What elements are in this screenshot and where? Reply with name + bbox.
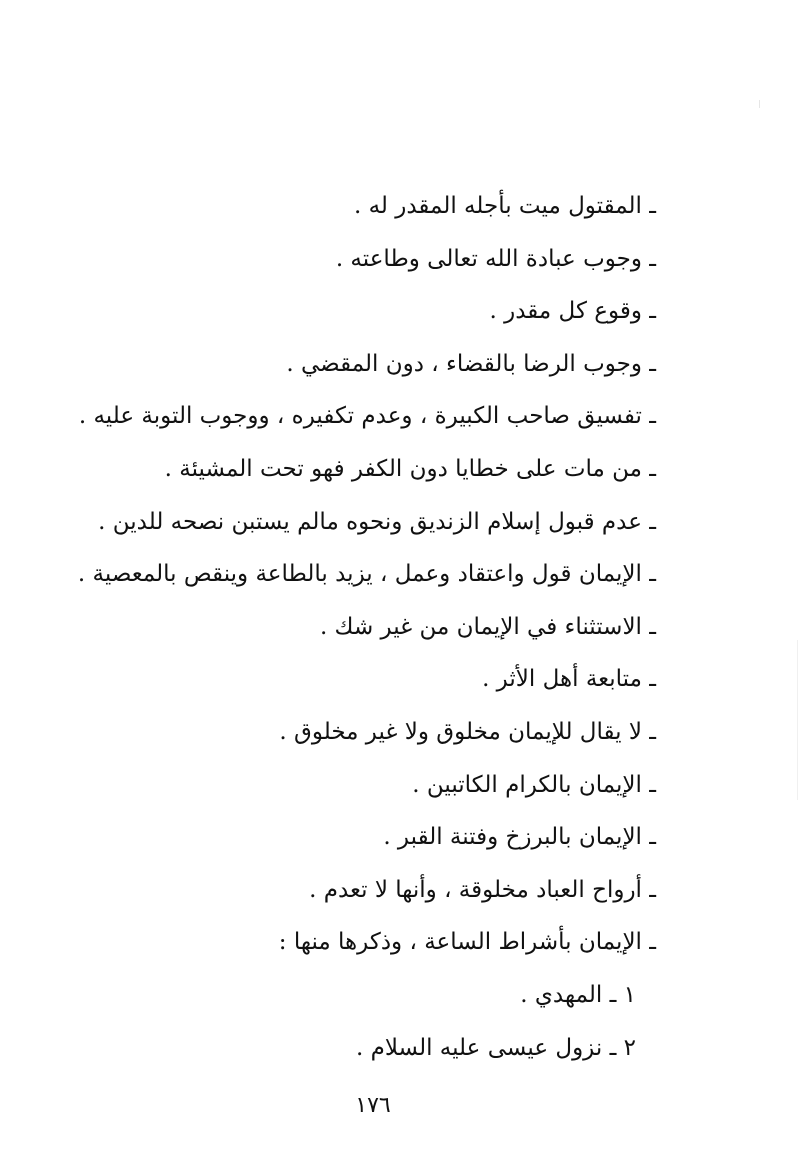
text-line: ـ الإيمان بالكرام الكاتبين . bbox=[412, 771, 656, 798]
page-number: ١٧٦ bbox=[355, 1093, 391, 1118]
text-line: ـ الاستثناء في الإيمان من غير شك . bbox=[319, 613, 656, 640]
text-line: ـ عدم قبول إسلام الزنديق ونحوه مالم يستبن نصحه للدين . bbox=[98, 508, 656, 535]
text-line: ـ الإيمان قول واعتقاد وعمل ، يزيد بالطاعة وينقص بالمعصية . bbox=[77, 561, 656, 588]
numbered-subitem: ٢ ـ نزول عيسى عليه السلام . bbox=[355, 1034, 636, 1061]
text-line: ـ وجوب عبادة الله تعالى وطاعته . bbox=[335, 245, 656, 272]
text-line: ـ متابعة أهل الأثر . bbox=[482, 666, 656, 693]
text-line: ـ وجوب الرضا بالقضاء ، دون المقضي . bbox=[286, 350, 656, 377]
text-line: ـ الإيمان بالبرزخ وفتنة القبر . bbox=[383, 824, 656, 851]
numbered-subitem: ١ ـ المهدي . bbox=[520, 981, 636, 1008]
text-line: ـ أرواح العباد مخلوقة ، وأنها لا تعدم . bbox=[309, 876, 656, 903]
scan-artifact bbox=[759, 100, 760, 108]
text-line: ـ المقتول ميت بأجله المقدر له . bbox=[353, 193, 656, 219]
main-text bbox=[16, 180, 656, 1074]
text-line: ـ من مات على خطايا دون الكفر فهو تحت المشيئة . bbox=[164, 455, 656, 482]
text-line: ـ لا يقال للإيمان مخلوق ولا غير مخلوق . bbox=[279, 718, 656, 745]
text-line: ـ تفسيق صاحب الكبيرة ، وعدم تكفيره ، ووجوب التوبة عليه . bbox=[78, 403, 656, 430]
text-line: ـ وقوع كل مقدر . bbox=[489, 298, 656, 325]
text-line: ـ الإيمان بأشراط الساعة ، وذكرها منها : bbox=[278, 929, 656, 956]
